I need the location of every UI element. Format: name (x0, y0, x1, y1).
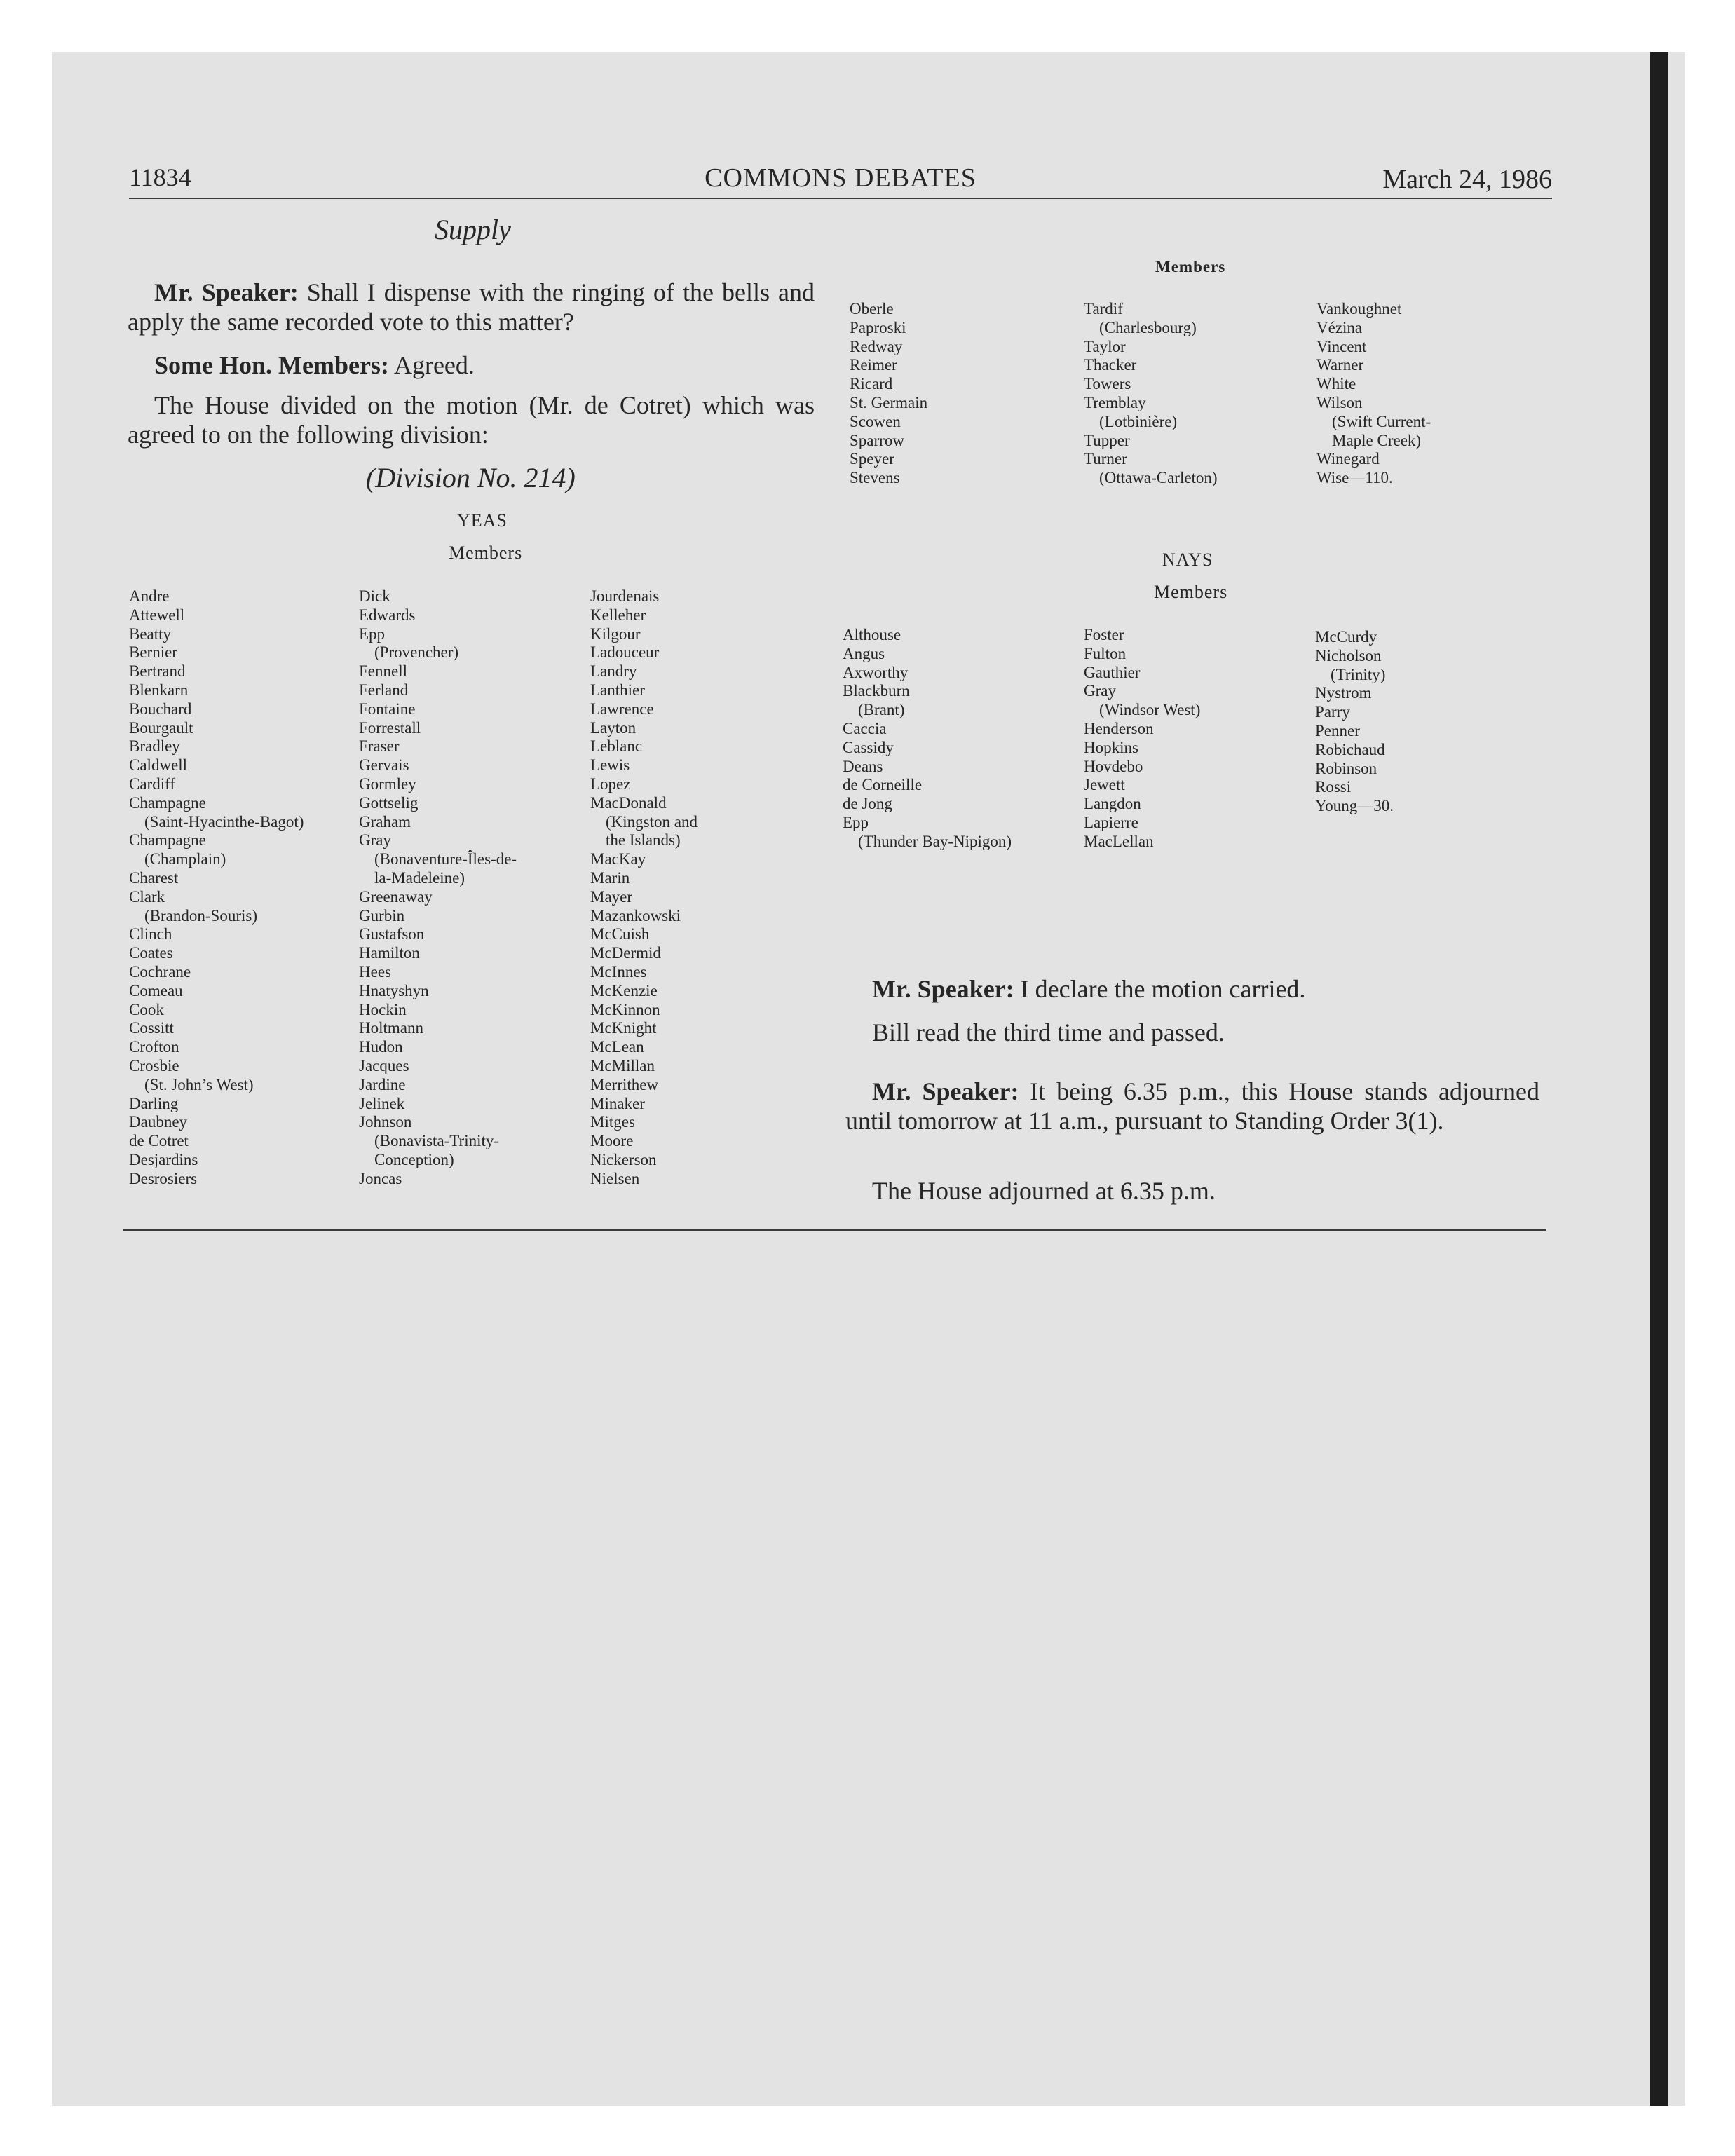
member-name: McKenzie (590, 981, 658, 999)
member-riding: (Thunder Bay-Nipigon) (858, 832, 1012, 850)
member-name: Reimer (850, 356, 897, 374)
member-name: Caldwell (129, 756, 188, 775)
member-name: Epp (359, 625, 386, 643)
member-name: McLean (590, 1038, 644, 1056)
member-name: Hovdebo (1084, 757, 1143, 775)
member-name: Gottselig (359, 793, 419, 812)
member-name: Forrestall (359, 718, 421, 737)
member-name: Lopez (590, 775, 631, 793)
member-name: Cardiff (129, 775, 176, 793)
member-name: Stevens (850, 469, 900, 487)
motion-carried-paragraph (845, 974, 1539, 1004)
member-name: Vankoughnet (1316, 300, 1402, 318)
member-name: Robichaud (1315, 740, 1385, 758)
member-name: Kilgour (590, 625, 641, 643)
member-name: Thacker (1084, 356, 1137, 374)
member-name: Moore (590, 1132, 634, 1150)
member-riding: (Brandon-Souris) (144, 906, 257, 925)
member-riding: the Islands) (606, 831, 681, 850)
member-name: Rossi (1315, 778, 1352, 796)
member-name: de Cotret (129, 1132, 189, 1150)
member-name: Bradley (129, 737, 180, 756)
member-name: Dick (359, 587, 390, 605)
member-name: Warner (1316, 356, 1364, 374)
member-name: Taylor (1084, 337, 1126, 355)
yeas-members-label: Members (449, 543, 523, 563)
member-name: Gustafson (359, 925, 425, 943)
member-name: Wise—110. (1316, 469, 1393, 487)
nays-column-3 (1315, 628, 1394, 816)
speaker-label: Mr. Speaker: (872, 1077, 1019, 1105)
member-name: Nielsen (590, 1169, 640, 1187)
nays-members-label: Members (1154, 582, 1228, 602)
member-name: Champagne (129, 793, 206, 812)
member-riding: (Provencher) (374, 643, 459, 662)
member-name: Minaker (590, 1094, 645, 1112)
member-name: Hudon (359, 1038, 403, 1056)
member-name: Gauthier (1084, 663, 1141, 681)
member-name: Bouchard (129, 700, 192, 718)
member-name: Gray (1084, 682, 1116, 700)
member-name: Oberle (850, 300, 894, 318)
member-name: Wilson (1316, 393, 1363, 411)
member-name: Gurbin (359, 906, 405, 925)
member-name: Fulton (1084, 644, 1127, 662)
member-name: Cochrane (129, 962, 191, 981)
member-name: Cossitt (129, 1019, 174, 1037)
running-header (129, 163, 1552, 202)
member-riding: Maple Creek) (1332, 431, 1422, 449)
member-name: Graham (359, 812, 411, 831)
member-name: Winegard (1316, 450, 1380, 468)
member-name: Crosbie (129, 1056, 179, 1074)
member-name: Jacques (359, 1056, 409, 1074)
yeas-column-2 (359, 587, 517, 1189)
member-name: Jardine (359, 1075, 406, 1093)
member-name: Mayer (590, 887, 633, 906)
member-name: Charest (129, 868, 179, 887)
member-name: McDermid (590, 944, 661, 962)
member-name: Foster (1084, 626, 1124, 643)
member-riding: (Brant) (858, 701, 905, 719)
member-name: Greenaway (359, 887, 433, 906)
member-name: St. Germain (850, 393, 928, 411)
member-name: Leblanc (590, 737, 643, 756)
member-name: McKnight (590, 1019, 657, 1037)
member-riding: (Swift Current- (1332, 412, 1431, 430)
member-name: Bernier (129, 643, 177, 662)
members-reply-paragraph (128, 350, 815, 380)
member-name: Bertrand (129, 662, 186, 681)
member-riding: Conception) (374, 1150, 454, 1168)
member-name: Daubney (129, 1113, 188, 1131)
yeas-column-4 (850, 300, 927, 488)
member-name: Henderson (1084, 719, 1154, 737)
member-name: Holtmann (359, 1019, 423, 1037)
member-name: McInnes (590, 962, 647, 981)
member-name: Lewis (590, 756, 630, 775)
member-name: Cassidy (843, 738, 894, 756)
member-name: Hnatyshyn (359, 981, 429, 999)
division-title: (Division No. 214) (366, 462, 576, 493)
yeas-column-6 (1316, 300, 1431, 488)
member-name: Edwards (359, 606, 416, 624)
yeas-continued-members-label: Members (1155, 258, 1226, 275)
member-name: Comeau (129, 981, 183, 999)
member-name: Mazankowski (590, 906, 681, 925)
member-riding: (Saint-Hyacinthe-Bagot) (144, 812, 304, 831)
member-name: White (1316, 375, 1356, 393)
member-name: Jourdenais (590, 587, 660, 605)
member-name: Fraser (359, 737, 400, 756)
member-name: Redway (850, 337, 903, 355)
member-name: Clinch (129, 925, 172, 943)
member-name: Ricard (850, 375, 893, 393)
yeas-column-1 (129, 587, 304, 1189)
member-name: Johnson (359, 1113, 412, 1131)
member-name: MacKay (590, 850, 646, 868)
member-name: Fennell (359, 662, 407, 681)
member-name: Tupper (1084, 431, 1130, 449)
member-name: Gray (359, 831, 391, 850)
member-name: Clark (129, 887, 165, 906)
member-name: Hockin (359, 1000, 407, 1018)
member-name: Ferland (359, 681, 409, 699)
member-riding: (Ottawa-Carleton) (1099, 469, 1218, 487)
speaker-label: Mr. Speaker: (872, 975, 1014, 1003)
member-name: Layton (590, 718, 637, 737)
nays-column-1 (843, 626, 1012, 852)
speaker-question-paragraph (128, 278, 815, 336)
member-riding: (Windsor West) (1099, 701, 1201, 719)
nays-column-2 (1084, 626, 1200, 852)
member-name: Langdon (1084, 795, 1141, 813)
member-name: Blackburn (843, 682, 910, 700)
member-name: Fontaine (359, 700, 416, 718)
nays-heading: NAYS (1162, 550, 1213, 570)
page-number: 11834 (129, 163, 191, 191)
member-name: Lanthier (590, 681, 645, 699)
member-name: Cook (129, 1000, 164, 1018)
member-name: Robinson (1315, 759, 1377, 777)
section-title: Supply (435, 214, 511, 245)
yeas-heading: YEAS (457, 510, 508, 531)
member-name: Young—30. (1315, 797, 1394, 815)
member-riding: (Bonavista-Trinity- (374, 1132, 500, 1150)
header-rule (129, 198, 1552, 199)
member-name: McKinnon (590, 1000, 660, 1018)
member-name: Towers (1084, 375, 1131, 393)
member-name: Kelleher (590, 606, 646, 624)
member-name: McCuish (590, 925, 650, 943)
member-riding: (Lotbinière) (1099, 412, 1178, 430)
member-name: de Corneille (843, 776, 923, 794)
member-name: Jelinek (359, 1094, 405, 1112)
member-name: Hopkins (1084, 738, 1138, 756)
member-name: Joncas (359, 1169, 402, 1187)
member-name: Blenkarn (129, 681, 189, 699)
member-name: Tremblay (1084, 393, 1146, 411)
member-name: Caccia (843, 719, 887, 737)
journal-title: COMMONS DEBATES (705, 163, 977, 193)
members-reply-text: Agreed. (388, 351, 475, 379)
member-name: Marin (590, 868, 630, 887)
third-reading-paragraph: Bill read the third time and passed. (872, 1018, 1225, 1046)
house-adjourned-paragraph: The House adjourned at 6.35 p.m. (872, 1177, 1216, 1205)
member-name: Merrithew (590, 1075, 659, 1093)
member-name: Turner (1084, 450, 1127, 468)
header-date: March 24, 1986 (1382, 165, 1552, 194)
member-name: Desrosiers (129, 1169, 198, 1187)
member-name: Sparrow (850, 431, 904, 449)
member-name: Darling (129, 1094, 179, 1112)
member-name: Gormley (359, 775, 416, 793)
member-name: Mitges (590, 1113, 635, 1131)
speaker-label: Mr. Speaker: (154, 278, 299, 306)
member-name: Beatty (129, 625, 172, 643)
speaker-question-text: Shall I dispense with the ringing of the bells and apply the same recorded vote to this matter? (128, 278, 815, 336)
member-name: Desjardins (129, 1150, 198, 1168)
member-name: Epp (843, 813, 869, 831)
member-riding: (Bonaventure-Îles-de- (374, 850, 517, 868)
motion-carried-text: I declare the motion carried. (1014, 975, 1306, 1003)
member-name: Vincent (1316, 337, 1367, 355)
member-name: Angus (843, 644, 885, 662)
member-riding: (St. John’s West) (144, 1075, 254, 1093)
adjournment-statement-paragraph (845, 1077, 1539, 1135)
members-label: Some Hon. Members: (154, 351, 389, 379)
division-intro-paragraph: The House divided on the motion (Mr. de Cotret) which was agreed to on the following division: (128, 391, 815, 449)
member-name: Axworthy (843, 663, 909, 681)
adjournment-statement-text: It being 6.35 p.m., this House stands adjourned until tomorrow at 11 a.m., pursuant to Standing Order 3(1). (845, 1077, 1539, 1135)
member-name: Lawrence (590, 700, 654, 718)
member-riding: (Kingston and (606, 812, 698, 831)
member-riding: (Champlain) (144, 850, 226, 868)
member-name: Althouse (843, 626, 901, 643)
member-name: MacLellan (1084, 832, 1154, 850)
member-riding: (Charlesbourg) (1099, 318, 1197, 336)
member-name: Penner (1315, 721, 1360, 739)
member-name: Paproski (850, 318, 906, 336)
yeas-column-5 (1084, 300, 1218, 488)
member-name: Hees (359, 962, 391, 981)
member-name: Parry (1315, 703, 1350, 721)
member-name: Speyer (850, 450, 894, 468)
member-name: Jewett (1084, 776, 1125, 794)
member-name: MacDonald (590, 793, 667, 812)
member-name: Tardif (1084, 300, 1123, 318)
bottom-rule (123, 1229, 1546, 1231)
member-name: Deans (843, 757, 883, 775)
member-name: McMillan (590, 1056, 655, 1074)
member-name: Vézina (1316, 318, 1363, 336)
member-name: Nicholson (1315, 646, 1382, 664)
member-name: Hamilton (359, 944, 420, 962)
member-name: Coates (129, 944, 173, 962)
yeas-column-3 (590, 587, 698, 1189)
member-name: Lapierre (1084, 813, 1138, 831)
member-name: Nystrom (1315, 684, 1372, 702)
member-name: de Jong (843, 795, 892, 813)
member-name: Champagne (129, 831, 206, 850)
member-name: Bourgault (129, 718, 193, 737)
member-name: McCurdy (1315, 628, 1377, 646)
member-name: Gervais (359, 756, 409, 775)
member-name: Ladouceur (590, 643, 660, 662)
member-riding: (Trinity) (1331, 665, 1386, 683)
member-name: Nickerson (590, 1150, 657, 1168)
member-name: Crofton (129, 1038, 179, 1056)
member-name: Attewell (129, 606, 185, 624)
member-riding: la-Madeleine) (374, 868, 465, 887)
member-name: Landry (590, 662, 637, 681)
member-name: Scowen (850, 412, 901, 430)
member-name: Andre (129, 587, 170, 605)
